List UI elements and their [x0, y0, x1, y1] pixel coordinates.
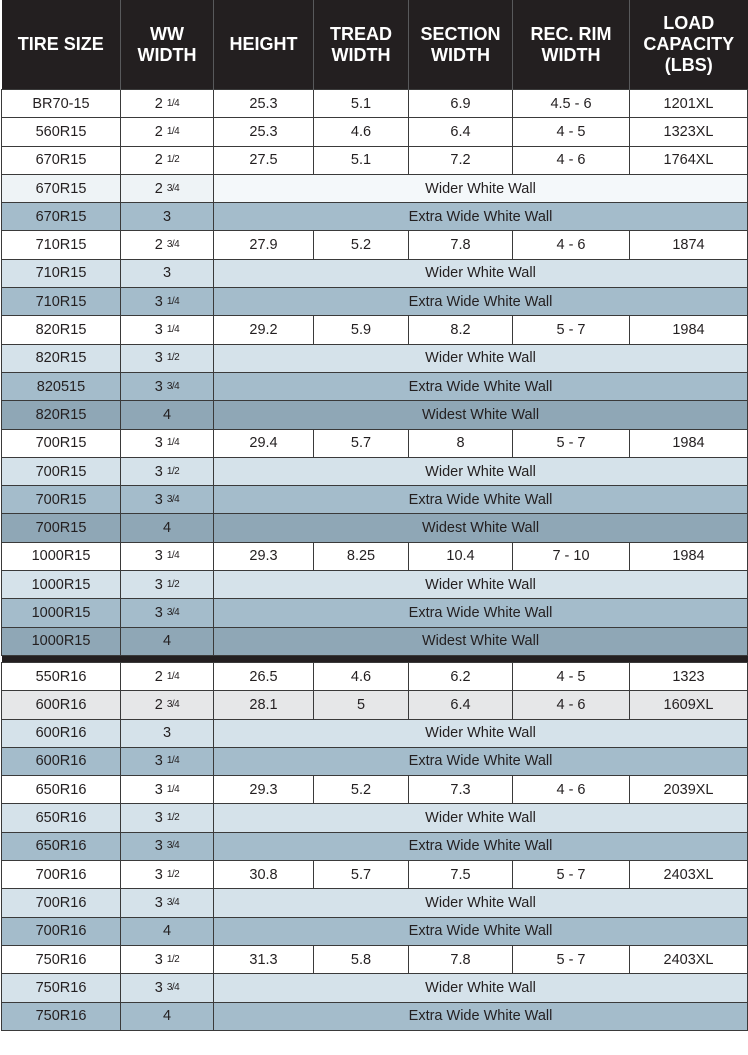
- header-ww-width: [121, 0, 214, 90]
- tire-size-cell: 710R15: [2, 259, 121, 287]
- ww-whole: 2: [154, 668, 163, 685]
- section-width-cell: 8.2: [409, 316, 513, 344]
- ww-fraction: 1/4: [166, 437, 180, 449]
- height-cell: 27.9: [214, 231, 314, 259]
- tread-width-cell: 5.2: [314, 776, 409, 804]
- height-cell: 26.5: [214, 662, 314, 690]
- table-row: [2, 401, 748, 429]
- ww-width-cell: [121, 486, 214, 514]
- ww-whole: 3: [154, 322, 163, 339]
- tire-size-chart: [1, 0, 747, 1055]
- ww-whole: 3: [154, 463, 163, 480]
- tire-size-cell: 560R15: [2, 118, 121, 146]
- ww-width-cell: [121, 457, 214, 485]
- white-wall-note: Extra Wide White Wall: [214, 599, 748, 627]
- ww-width-cell: [121, 514, 214, 542]
- ww-whole: 3: [154, 293, 163, 310]
- table-row: [2, 203, 748, 231]
- header-line: CAPACITY: [643, 34, 735, 54]
- tread-width-cell: 5.1: [314, 90, 409, 118]
- section-divider: [2, 655, 748, 662]
- tread-width-cell: 4.6: [314, 662, 409, 690]
- table-row: [2, 662, 748, 690]
- section-width-cell: 7.2: [409, 146, 513, 174]
- white-wall-note: Extra Wide White Wall: [214, 917, 748, 945]
- white-wall-note: Widest White Wall: [214, 401, 748, 429]
- tire-size-cell: 1000R15: [2, 542, 121, 570]
- tire-spec-table: [1, 0, 748, 1031]
- load-capacity-cell: 1984: [630, 429, 748, 457]
- table-row: [2, 571, 748, 599]
- table-row: [2, 174, 748, 202]
- rim-width-cell: 7 - 10: [513, 542, 630, 570]
- ww-whole: 4: [162, 520, 172, 537]
- ww-whole: 3: [154, 838, 163, 855]
- ww-width-cell: [121, 231, 214, 259]
- header-line: WIDTH: [431, 44, 490, 65]
- white-wall-note: Extra Wide White Wall: [214, 486, 748, 514]
- section-width-cell: 7.3: [409, 776, 513, 804]
- rim-width-cell: 5 - 7: [513, 316, 630, 344]
- white-wall-note: Wider White Wall: [214, 259, 748, 287]
- section-width-cell: 8: [409, 429, 513, 457]
- ww-fraction: 3/4: [166, 606, 180, 618]
- header-line: LOAD: [663, 13, 715, 33]
- tread-width-cell: 5: [314, 691, 409, 719]
- ww-whole: 4: [162, 406, 172, 423]
- ww-width-cell: [121, 316, 214, 344]
- white-wall-note: Extra Wide White Wall: [214, 372, 748, 400]
- table-row: [2, 231, 748, 259]
- ww-fraction: 1/4: [166, 670, 180, 682]
- height-cell: 29.3: [214, 542, 314, 570]
- tire-size-cell: 600R16: [2, 719, 121, 747]
- section-width-cell: 7.5: [409, 861, 513, 889]
- table-row: [2, 691, 748, 719]
- table-row: [2, 719, 748, 747]
- table-row: [2, 316, 748, 344]
- ww-fraction: 1/2: [166, 352, 180, 364]
- height-cell: 31.3: [214, 945, 314, 973]
- section-width-cell: 6.4: [409, 118, 513, 146]
- ww-width-cell: [121, 662, 214, 690]
- ww-fraction: 3/4: [166, 981, 180, 993]
- tire-size-cell: 820R15: [2, 401, 121, 429]
- ww-fraction: 3/4: [166, 840, 180, 852]
- ww-fraction: 1/2: [166, 868, 180, 880]
- section-width-cell: 6.4: [409, 691, 513, 719]
- load-capacity-cell: 2039XL: [630, 776, 748, 804]
- rim-width-cell: 5 - 7: [513, 861, 630, 889]
- header-line: WIDTH: [331, 44, 391, 65]
- rim-width-cell: 4.5 - 6: [513, 90, 630, 118]
- table-row: [2, 974, 748, 1002]
- ww-width-cell: [121, 401, 214, 429]
- tire-size-cell: 600R16: [2, 691, 121, 719]
- ww-fraction: 1/4: [166, 97, 180, 109]
- ww-whole: 3: [154, 435, 163, 452]
- tire-size-cell: 820515: [2, 372, 121, 400]
- ww-whole: 3: [154, 781, 163, 798]
- divider-bar: [2, 655, 748, 662]
- ww-whole: 3: [154, 350, 163, 367]
- ww-whole: 2: [154, 180, 163, 197]
- ww-whole: 3: [154, 753, 163, 770]
- ww-whole: 3: [154, 866, 163, 883]
- load-capacity-cell: 1984: [630, 542, 748, 570]
- ww-whole: 3: [154, 951, 163, 968]
- header-line: TREAD: [330, 23, 392, 44]
- table-row: [2, 747, 748, 775]
- tire-size-cell: 700R15: [2, 457, 121, 485]
- height-cell: 30.8: [214, 861, 314, 889]
- tire-size-cell: 750R16: [2, 1002, 121, 1030]
- ww-fraction: 3/4: [166, 493, 180, 505]
- section-width-cell: 6.9: [409, 90, 513, 118]
- rim-width-cell: 4 - 5: [513, 662, 630, 690]
- tire-size-cell: 700R15: [2, 486, 121, 514]
- tread-width-cell: 4.6: [314, 118, 409, 146]
- ww-width-cell: [121, 118, 214, 146]
- ww-width-cell: [121, 747, 214, 775]
- ww-width-cell: [121, 429, 214, 457]
- ww-fraction: 1/2: [166, 465, 180, 477]
- height-cell: 29.3: [214, 776, 314, 804]
- tire-size-cell: 650R16: [2, 776, 121, 804]
- table-row: [2, 457, 748, 485]
- table-row: [2, 372, 748, 400]
- tire-size-cell: 710R15: [2, 231, 121, 259]
- white-wall-note: Wider White Wall: [214, 344, 748, 372]
- ww-width-cell: [121, 832, 214, 860]
- section-width-cell: 10.4: [409, 542, 513, 570]
- load-capacity-cell: 2403XL: [630, 945, 748, 973]
- white-wall-note: Wider White Wall: [214, 804, 748, 832]
- tire-size-cell: 670R15: [2, 174, 121, 202]
- ww-width-cell: [121, 889, 214, 917]
- ww-width-cell: [121, 804, 214, 832]
- height-cell: 25.3: [214, 118, 314, 146]
- ww-whole: 3: [154, 576, 163, 593]
- ww-whole: 3: [162, 208, 172, 225]
- load-capacity-cell: 1984: [630, 316, 748, 344]
- ww-fraction: 1/2: [166, 154, 180, 166]
- ww-width-cell: [121, 691, 214, 719]
- table-row: [2, 599, 748, 627]
- ww-width-cell: [121, 861, 214, 889]
- ww-whole: 3: [154, 979, 163, 996]
- height-cell: 29.2: [214, 316, 314, 344]
- white-wall-note: Wider White Wall: [214, 889, 748, 917]
- ww-width-cell: [121, 974, 214, 1002]
- table-row: [2, 90, 748, 118]
- table-row: [2, 917, 748, 945]
- tire-size-cell: 700R15: [2, 429, 121, 457]
- tire-size-cell: 1000R15: [2, 599, 121, 627]
- load-capacity-cell: 1323XL: [630, 118, 748, 146]
- ww-width-cell: [121, 599, 214, 627]
- table-row: [2, 1002, 748, 1030]
- header-line: WW: [150, 23, 184, 44]
- ww-fraction: 1/4: [166, 324, 180, 336]
- table-row: [2, 861, 748, 889]
- ww-fraction: 3/4: [166, 380, 180, 392]
- tire-size-cell: 700R15: [2, 514, 121, 542]
- ww-whole: 3: [162, 725, 172, 742]
- white-wall-note: Wider White Wall: [214, 719, 748, 747]
- table-body: [2, 90, 748, 1031]
- ww-fraction: 1/4: [166, 783, 180, 795]
- white-wall-note: Extra Wide White Wall: [214, 203, 748, 231]
- header-rec-rim-width: [513, 0, 630, 90]
- section-width-cell: 6.2: [409, 662, 513, 690]
- height-cell: 29.4: [214, 429, 314, 457]
- ww-fraction: 3/4: [166, 182, 180, 194]
- table-row: [2, 514, 748, 542]
- white-wall-note: Extra Wide White Wall: [214, 288, 748, 316]
- table-row: [2, 627, 748, 655]
- ww-width-cell: [121, 945, 214, 973]
- white-wall-note: Extra Wide White Wall: [214, 747, 748, 775]
- rim-width-cell: 5 - 7: [513, 429, 630, 457]
- load-capacity-cell: 1201XL: [630, 90, 748, 118]
- tire-size-cell: 600R16: [2, 747, 121, 775]
- ww-width-cell: [121, 259, 214, 287]
- header-line: WIDTH: [541, 44, 601, 65]
- table-row: [2, 832, 748, 860]
- ww-width-cell: [121, 174, 214, 202]
- ww-whole: 2: [154, 152, 163, 169]
- ww-fraction: 3/4: [166, 239, 180, 251]
- tire-size-cell: 550R16: [2, 662, 121, 690]
- white-wall-note: Extra Wide White Wall: [214, 832, 748, 860]
- ww-whole: 3: [154, 810, 163, 827]
- header-section-width: [409, 0, 513, 90]
- ww-whole: 4: [162, 1008, 172, 1025]
- header-tread-width: [314, 0, 409, 90]
- tread-width-cell: 5.1: [314, 146, 409, 174]
- header-load-capacity: [630, 0, 748, 90]
- header-tire-size: [2, 0, 121, 90]
- tread-width-cell: 8.25: [314, 542, 409, 570]
- table-row: [2, 945, 748, 973]
- ww-fraction: 1/2: [166, 953, 180, 965]
- table-row: [2, 259, 748, 287]
- white-wall-note: Extra Wide White Wall: [214, 1002, 748, 1030]
- ww-fraction: 1/4: [166, 755, 180, 767]
- rim-width-cell: 4 - 5: [513, 118, 630, 146]
- header-line: SECTION: [420, 23, 501, 44]
- ww-fraction: 3/4: [166, 896, 180, 908]
- header-line: TIRE SIZE: [17, 34, 104, 54]
- load-capacity-cell: 1323: [630, 662, 748, 690]
- ww-whole: 3: [154, 604, 163, 621]
- ww-width-cell: [121, 90, 214, 118]
- ww-whole: 3: [154, 894, 163, 911]
- ww-whole: 4: [162, 633, 172, 650]
- table-row: [2, 889, 748, 917]
- ww-fraction: 1/2: [166, 578, 180, 590]
- ww-width-cell: [121, 917, 214, 945]
- ww-whole: 3: [154, 378, 163, 395]
- ww-width-cell: [121, 288, 214, 316]
- tire-size-cell: 670R15: [2, 203, 121, 231]
- ww-width-cell: [121, 776, 214, 804]
- tire-size-cell: 1000R15: [2, 627, 121, 655]
- ww-whole: 2: [154, 95, 163, 112]
- white-wall-note: Widest White Wall: [214, 627, 748, 655]
- ww-whole: 2: [154, 123, 163, 140]
- tire-size-cell: 700R16: [2, 861, 121, 889]
- table-row: [2, 542, 748, 570]
- ww-whole: 2: [154, 237, 163, 254]
- tire-size-cell: 650R16: [2, 832, 121, 860]
- ww-width-cell: [121, 542, 214, 570]
- ww-width-cell: [121, 571, 214, 599]
- height-cell: 25.3: [214, 90, 314, 118]
- white-wall-note: Wider White Wall: [214, 457, 748, 485]
- tire-size-cell: 700R16: [2, 889, 121, 917]
- ww-fraction: 1/4: [166, 550, 180, 562]
- ww-whole: 2: [154, 696, 163, 713]
- section-width-cell: 7.8: [409, 231, 513, 259]
- ww-whole: 3: [154, 548, 163, 565]
- rim-width-cell: 4 - 6: [513, 691, 630, 719]
- ww-width-cell: [121, 344, 214, 372]
- tire-size-cell: 820R15: [2, 316, 121, 344]
- load-capacity-cell: 2403XL: [630, 861, 748, 889]
- ww-whole: 4: [162, 923, 172, 940]
- table-row: [2, 804, 748, 832]
- table-row: [2, 288, 748, 316]
- tire-size-cell: 700R16: [2, 917, 121, 945]
- table-row: [2, 146, 748, 174]
- ww-fraction: 1/2: [166, 812, 180, 824]
- rim-width-cell: 4 - 6: [513, 231, 630, 259]
- tread-width-cell: 5.8: [314, 945, 409, 973]
- tire-size-cell: 1000R15: [2, 571, 121, 599]
- section-width-cell: 7.8: [409, 945, 513, 973]
- header-line: HEIGHT: [229, 34, 298, 54]
- ww-width-cell: [121, 627, 214, 655]
- tire-size-cell: 820R15: [2, 344, 121, 372]
- ww-whole: 3: [162, 265, 172, 282]
- rim-width-cell: 5 - 7: [513, 945, 630, 973]
- table-row: [2, 344, 748, 372]
- load-capacity-cell: 1874: [630, 231, 748, 259]
- table-row: [2, 118, 748, 146]
- header-line: (LBS): [664, 55, 713, 75]
- white-wall-note: Wider White Wall: [214, 571, 748, 599]
- ww-fraction: 1/4: [166, 295, 180, 307]
- header-line: WIDTH: [137, 44, 197, 65]
- height-cell: 27.5: [214, 146, 314, 174]
- load-capacity-cell: 1764XL: [630, 146, 748, 174]
- white-wall-note: Wider White Wall: [214, 174, 748, 202]
- ww-width-cell: [121, 1002, 214, 1030]
- ww-width-cell: [121, 719, 214, 747]
- tire-size-cell: 710R15: [2, 288, 121, 316]
- ww-whole: 3: [154, 491, 163, 508]
- tread-width-cell: 5.7: [314, 861, 409, 889]
- tire-size-cell: 650R16: [2, 804, 121, 832]
- ww-width-cell: [121, 146, 214, 174]
- height-cell: 28.1: [214, 691, 314, 719]
- table-row: [2, 776, 748, 804]
- ww-fraction: 1/4: [166, 125, 180, 137]
- tire-size-cell: 750R16: [2, 974, 121, 1002]
- rim-width-cell: 4 - 6: [513, 776, 630, 804]
- table-row: [2, 429, 748, 457]
- load-capacity-cell: 1609XL: [630, 691, 748, 719]
- ww-width-cell: [121, 203, 214, 231]
- table-row: [2, 486, 748, 514]
- ww-width-cell: [121, 372, 214, 400]
- white-wall-note: Wider White Wall: [214, 974, 748, 1002]
- tread-width-cell: 5.9: [314, 316, 409, 344]
- header-line: REC. RIM: [530, 23, 612, 44]
- tire-size-cell: 670R15: [2, 146, 121, 174]
- rim-width-cell: 4 - 6: [513, 146, 630, 174]
- tire-size-cell: 750R16: [2, 945, 121, 973]
- tire-size-cell: BR70-15: [2, 90, 121, 118]
- tread-width-cell: 5.7: [314, 429, 409, 457]
- ww-fraction: 3/4: [166, 698, 180, 710]
- tread-width-cell: 5.2: [314, 231, 409, 259]
- white-wall-note: Widest White Wall: [214, 514, 748, 542]
- header-height: [214, 0, 314, 90]
- header-row: [2, 0, 748, 90]
